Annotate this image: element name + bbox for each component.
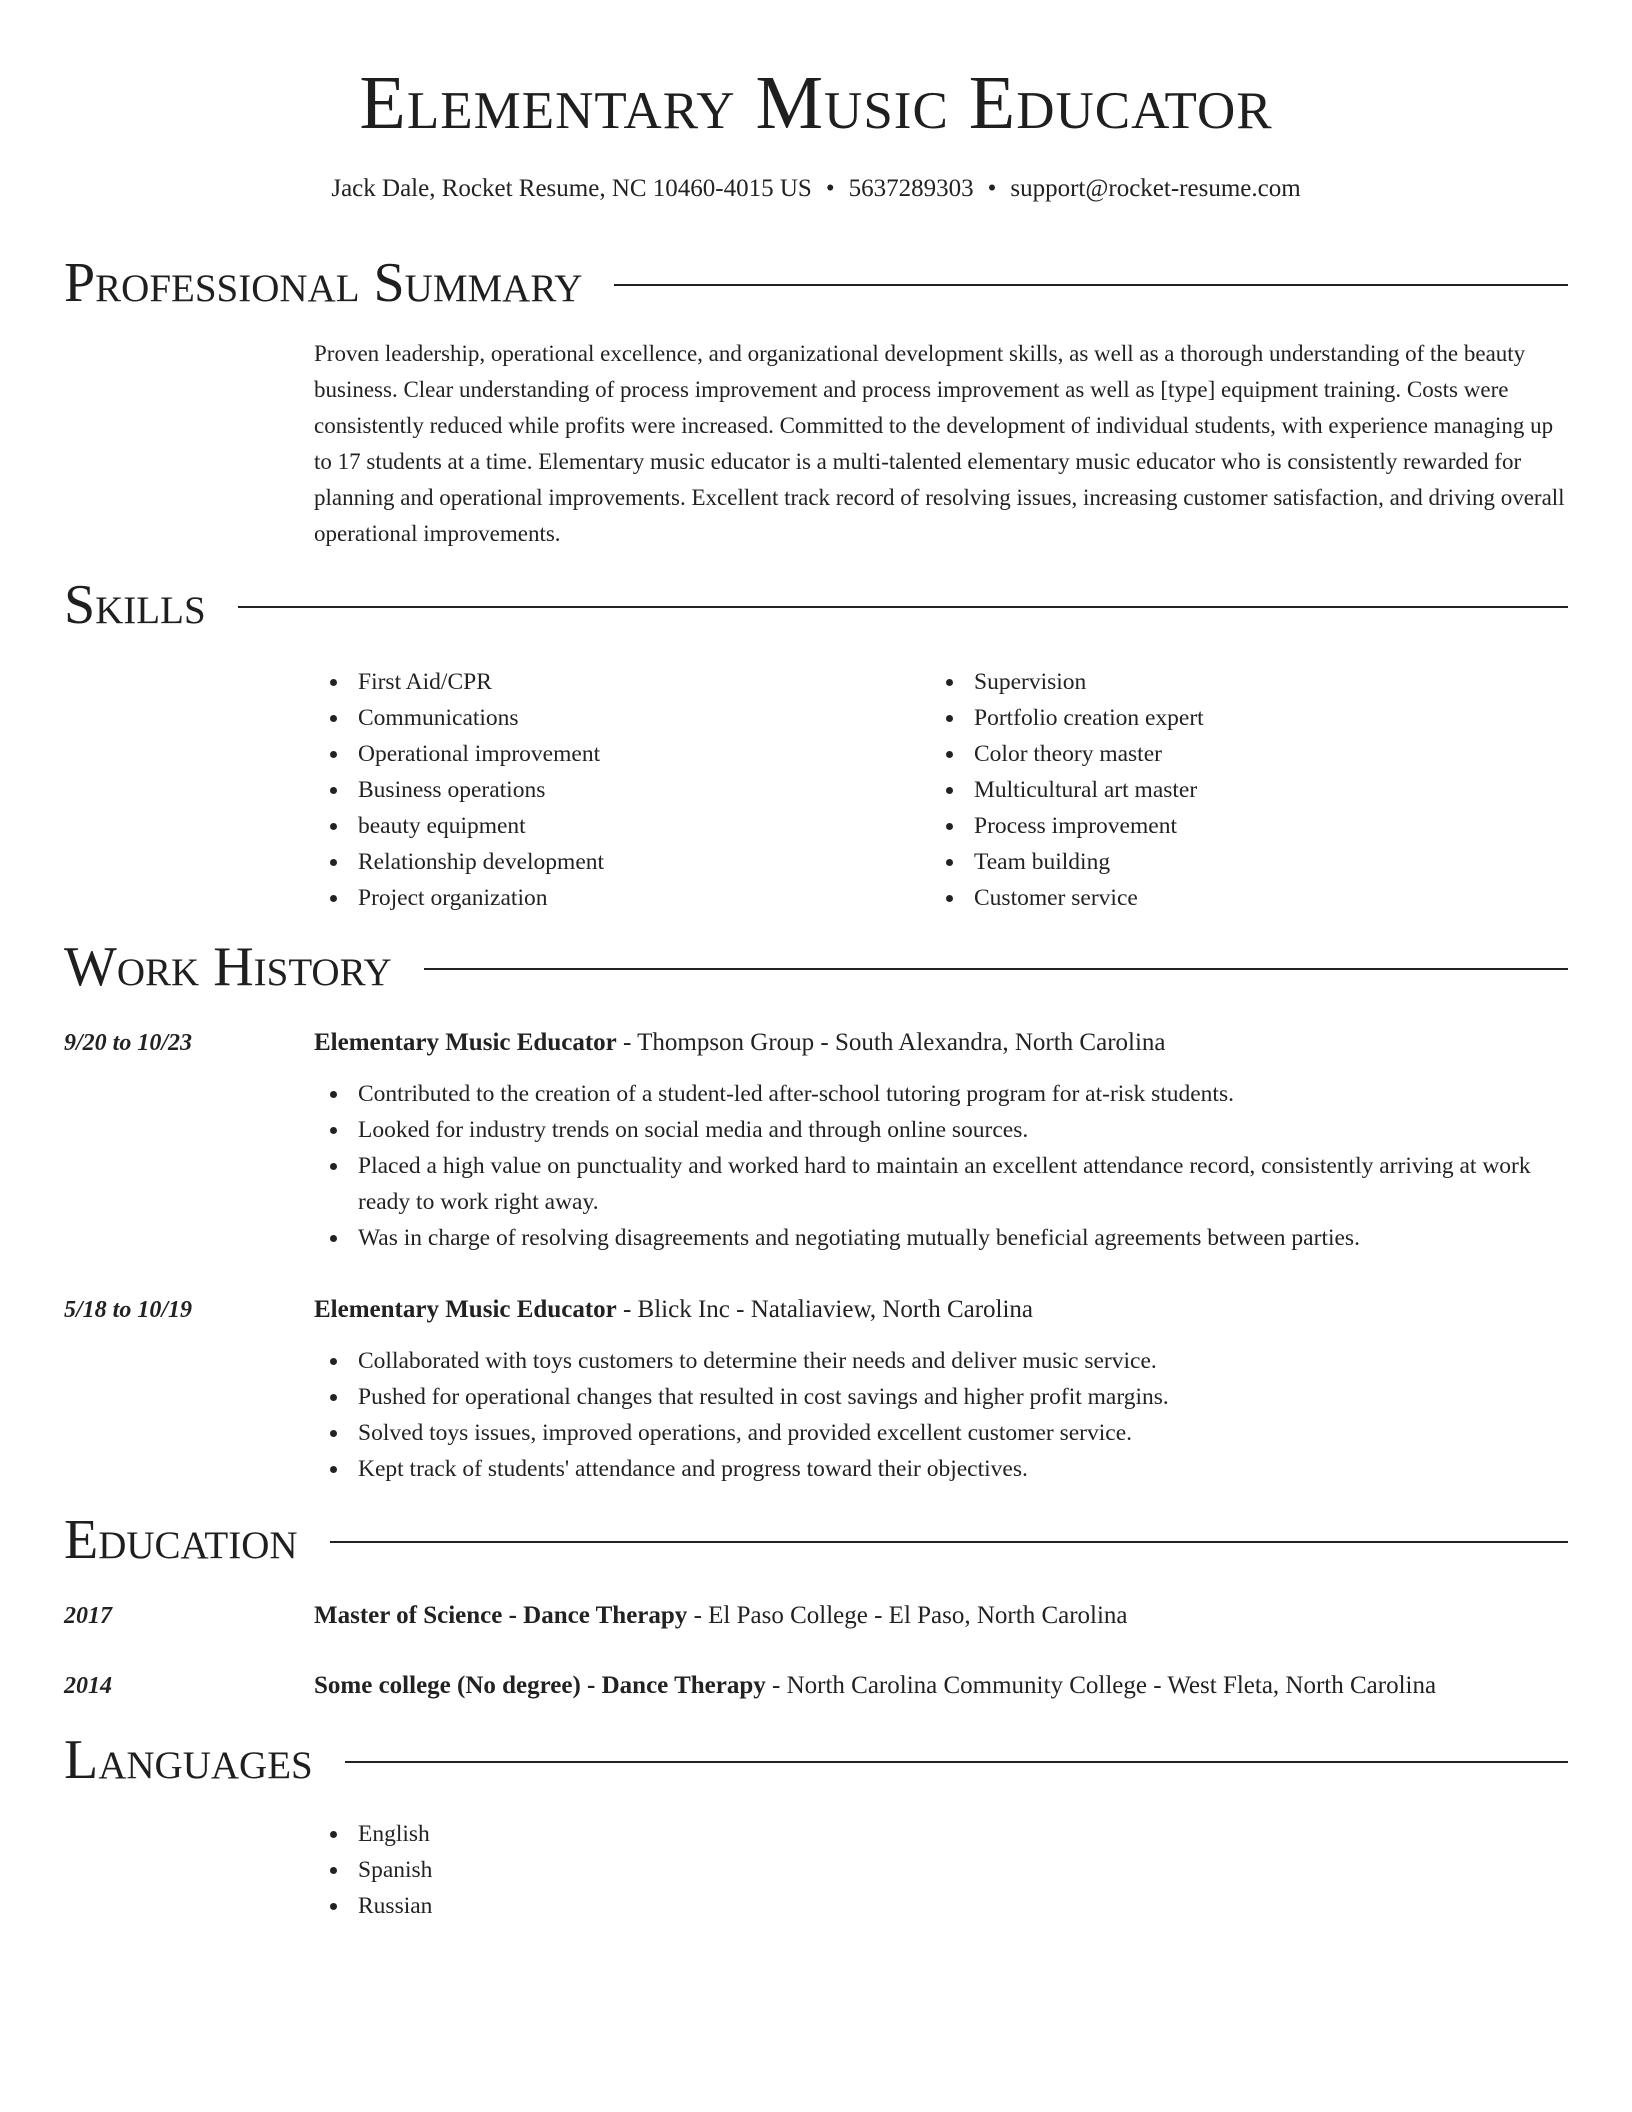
job-bullet: Collaborated with toys customers to determine their needs and deliver music service.: [314, 1343, 1568, 1379]
job-details: - Thompson Group - South Alexandra, North Carolina: [616, 1029, 1166, 1056]
job-bullet: Kept track of students' attendance and progress toward their objectives.: [314, 1451, 1568, 1487]
job-bullet: Looked for industry trends on social media and through online sources.: [314, 1112, 1568, 1148]
contact-address: Jack Dale, Rocket Resume, NC 10460-4015 US: [331, 175, 812, 202]
section-header-skills: [64, 570, 1568, 640]
skill-item: beauty equipment: [314, 808, 914, 844]
job-bullet: Was in charge of resolving disagreements and negotiating mutually beneficial agreements between parties.: [314, 1220, 1568, 1256]
skills-list-right: [930, 664, 1530, 916]
contact-email: support@rocket-resume.com: [1010, 175, 1301, 202]
skill-item: Process improvement: [930, 808, 1530, 844]
job-heading: [314, 1025, 1568, 1061]
language-item: Spanish: [314, 1852, 1568, 1888]
section-title: Work History: [64, 936, 392, 998]
languages-list: [314, 1816, 1568, 1924]
skills-list-left: [314, 664, 914, 916]
section-header-work: [64, 932, 1568, 1002]
contact-phone: 5637289303: [848, 175, 974, 202]
education-year: 2014: [64, 1673, 112, 1699]
section-title: Skills: [64, 574, 206, 636]
section-header-summary: [64, 248, 1568, 318]
job-heading: [314, 1292, 1568, 1328]
summary-text: Proven leadership, operational excellence, and organizational development skills, as well as a thorough understanding of the beauty business. Clear understanding of process improvement and process improvement as well as [type] equipment training. Costs were consistently reduced while profits were increased. Committed to the development of individual students, with experience managing up to 17 students at a time. Elementary music educator is a multi-talented elementary music educator who is consistently rewarded for planning and operational improvements. Excellent track record of resolving issues, increasing customer satisfaction, and driving overall operational improvements.: [314, 341, 1565, 546]
job-bullets: [314, 1076, 1568, 1256]
skill-item: Communications: [314, 700, 914, 736]
job-title: Elementary Music Educator: [314, 1029, 617, 1056]
skill-item: Color theory master: [930, 736, 1530, 772]
job-bullet: Pushed for operational changes that resulted in cost savings and higher profit margins.: [314, 1379, 1568, 1415]
education-details: - North Carolina Community College - West Fleta, North Carolina: [765, 1672, 1437, 1699]
skill-item: Portfolio creation expert: [930, 700, 1530, 736]
job-details: - Blick Inc - Nataliaview, North Carolina: [616, 1296, 1034, 1323]
job-dates: 9/20 to 10/23: [64, 1030, 193, 1056]
section-divider: [345, 1761, 1568, 1763]
education-entry: [314, 1598, 1568, 1634]
skill-item: Business operations: [314, 772, 914, 808]
section-divider: [330, 1541, 1568, 1543]
skill-item: Supervision: [930, 664, 1530, 700]
section-header-education: [64, 1505, 1568, 1575]
education-degree: Some college (No degree) - Dance Therapy: [314, 1672, 766, 1699]
skill-item: First Aid/CPR: [314, 664, 914, 700]
section-title: Professional Summary: [64, 252, 583, 314]
job-bullets: [314, 1343, 1568, 1487]
section-title: Education: [64, 1509, 298, 1571]
job-bullet: Contributed to the creation of a student-led after-school tutoring program for at-risk students.: [314, 1076, 1568, 1112]
contact-separator: •: [987, 175, 997, 202]
skill-item: Relationship development: [314, 844, 914, 880]
section-divider: [238, 606, 1568, 608]
section-header-languages: [64, 1725, 1568, 1795]
skill-item: Project organization: [314, 880, 914, 916]
skill-item: Operational improvement: [314, 736, 914, 772]
job-dates: 5/18 to 10/19: [64, 1297, 193, 1323]
skill-item: Multicultural art master: [930, 772, 1530, 808]
job-bullet: Placed a high value on punctuality and worked hard to maintain an excellent attendance record, consistently arriving at work ready to work right away.: [314, 1148, 1568, 1220]
contact-separator: •: [825, 175, 835, 202]
resume-title: Elementary Music Educator: [359, 61, 1273, 145]
job-bullet: Solved toys issues, improved operations, and provided excellent customer service.: [314, 1415, 1568, 1451]
education-details: - El Paso College - El Paso, North Carolina: [687, 1602, 1128, 1629]
section-divider: [424, 968, 1568, 970]
language-item: Russian: [314, 1888, 1568, 1924]
language-item: English: [314, 1816, 1568, 1852]
education-entry: [314, 1668, 1568, 1704]
section-title: Languages: [64, 1729, 313, 1791]
section-divider: [614, 284, 1568, 286]
education-year: 2017: [64, 1603, 112, 1629]
education-degree: Master of Science - Dance Therapy: [314, 1602, 688, 1629]
skill-item: Team building: [930, 844, 1530, 880]
job-title: Elementary Music Educator: [314, 1296, 617, 1323]
skill-item: Customer service: [930, 880, 1530, 916]
contact-line: [0, 172, 1632, 206]
